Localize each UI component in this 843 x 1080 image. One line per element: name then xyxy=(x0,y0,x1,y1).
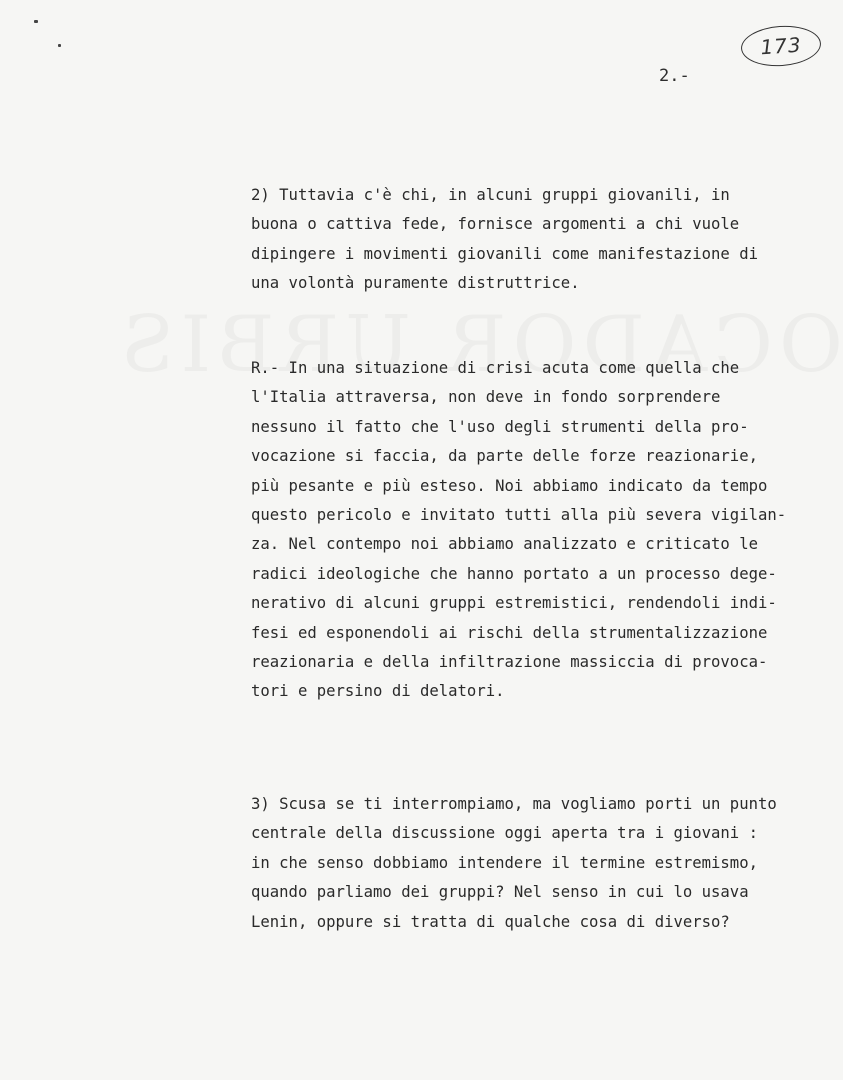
margin-mark xyxy=(58,44,61,47)
text-line: nerativo di alcuni gruppi estremistici, rendendoli indi- xyxy=(251,594,777,613)
folio-stamp xyxy=(740,23,823,68)
text-line: in che senso dobbiamo intendere il termine estremismo, xyxy=(251,853,758,872)
text-line: reazionaria e della infiltrazione massiccia di provoca- xyxy=(251,652,768,671)
text-line: nessuno il fatto che l'uso degli strumenti della pro- xyxy=(251,417,749,436)
answer-2 xyxy=(251,354,811,707)
text-line: questo pericolo e invitato tutti alla più severa vigilan- xyxy=(251,505,787,524)
text-line: l'Italia attraversa, non deve in fondo sorprendere xyxy=(251,388,721,407)
folio-number: 173 xyxy=(759,32,803,60)
text-line: quando parliamo dei gruppi? Nel senso in cui lo usava xyxy=(251,883,749,902)
text-line: radici ideologiche che hanno portato a un processo dege- xyxy=(251,564,777,583)
text-line: fesi ed esponendoli ai rischi della strumentalizzazione xyxy=(251,623,768,642)
text-line: una volontà puramente distruttrice. xyxy=(251,274,580,293)
question-3 xyxy=(251,790,811,937)
text-line: dipingere i movimenti giovanili come manifestazione di xyxy=(251,244,758,263)
text-line: tori e persino di delatori. xyxy=(251,682,505,701)
margin-mark xyxy=(34,20,38,23)
page-number: 2.- xyxy=(659,66,690,86)
text-line: più pesante e più esteso. Noi abbiamo indicato da tempo xyxy=(251,476,768,495)
text-line: centrale della discussione oggi aperta tra i giovani : xyxy=(251,824,758,843)
text-line: za. Nel contempo noi abbiamo analizzato e criticato le xyxy=(251,535,758,554)
text-line: vocazione si faccia, da parte delle forze reazionarie, xyxy=(251,447,758,466)
question-2 xyxy=(251,181,811,299)
text-line: Lenin, oppure si tratta di qualche cosa di diverso? xyxy=(251,912,730,931)
text-line: buona o cattiva fede, fornisce argomenti a chi vuole xyxy=(251,215,740,234)
text-line: 2) Tuttavia c'è chi, in alcuni gruppi giovanili, in xyxy=(251,186,730,204)
text-line: 3) Scusa se ti interrompiamo, ma vogliamo porti un punto xyxy=(251,795,777,813)
text-line: R.- In una situazione di crisi acuta come quella che xyxy=(251,359,740,377)
